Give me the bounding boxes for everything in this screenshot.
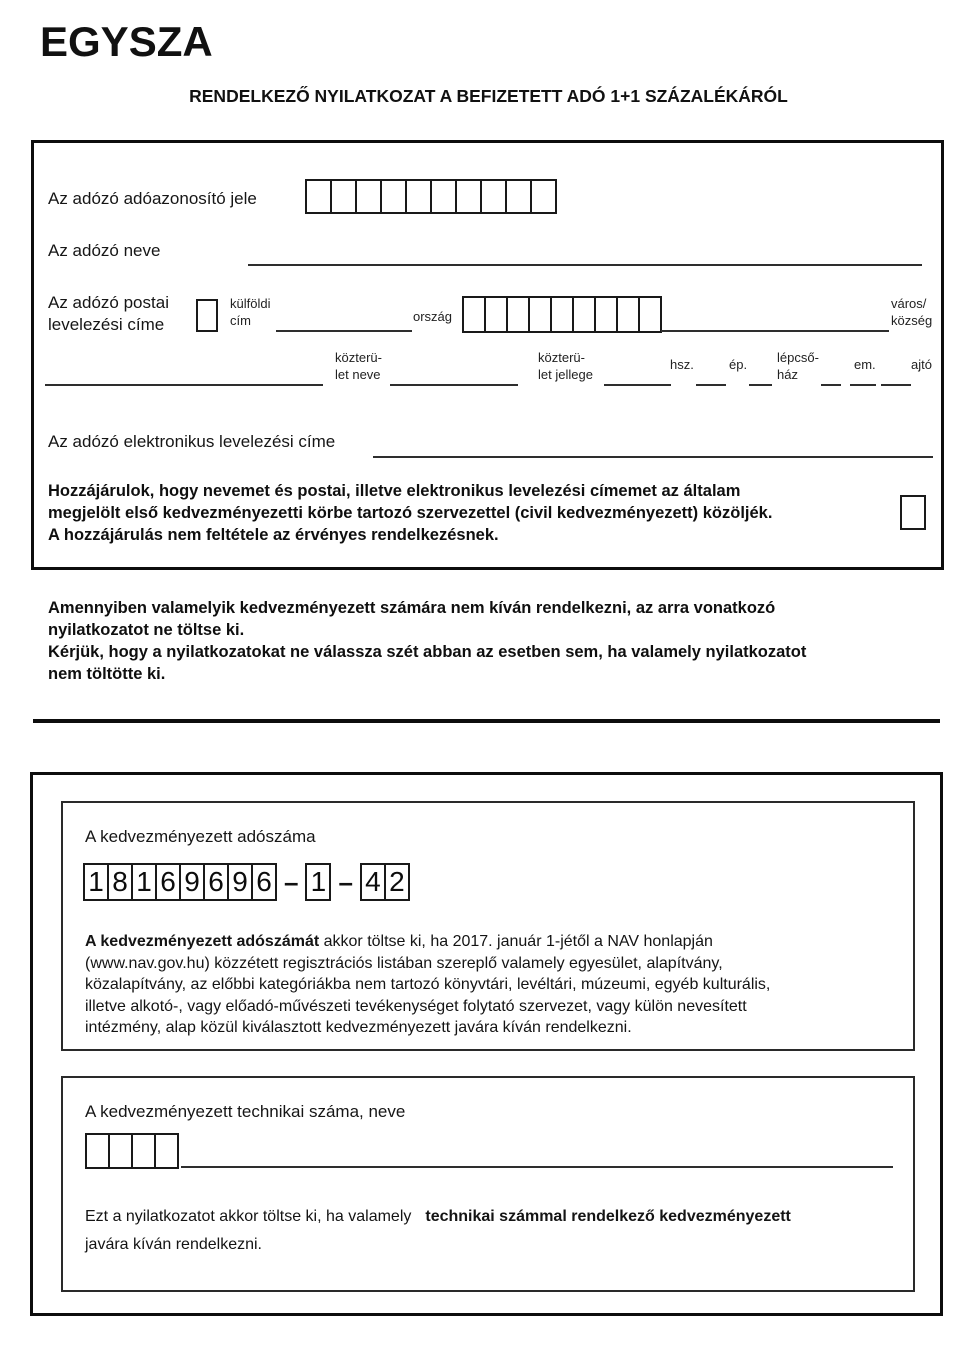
country-label: ország [413,309,453,324]
char-cell[interactable] [131,1133,156,1169]
beneficiary-tax-number-label: A kedvezményezett adószáma [85,827,316,846]
beneficiary-tax-number-box [61,801,915,1051]
notice-text [48,597,806,685]
char-cell[interactable]: 6 [203,863,229,901]
char-cell[interactable] [380,179,407,214]
char-cell[interactable] [480,179,507,214]
address-extra-field-line[interactable] [45,384,323,386]
tax-number-description-line2: (www.nav.gov.hu) közzétett regisztrációs listában szereplő valamely egyesület, alapítvány, [85,954,723,972]
foreign-address-line[interactable] [276,330,412,332]
email-label: Az adózó elektronikus levelezési címe [48,432,336,451]
technical-description-line1 [85,1203,791,1231]
tax-number-description-line5: intézmény, alap közül kiválasztott kedvezményezett javára kíván rendelkezni. [85,1019,632,1036]
consent-text-line3: A hozzájárulás nem feltétele az érvényes rendelkezésnek. [48,526,499,544]
tax-number-description-line3: közalapítvány, az előbbi kategóriákba nem tartozó könyvtári, levéltári, múzeumi, egyéb kulturális, [85,976,771,993]
char-cell[interactable] [154,1133,179,1169]
char-cell[interactable] [462,296,486,333]
char-cell[interactable]: 6 [155,863,181,901]
name-label: Az adózó neve [48,241,161,260]
street-name-line[interactable] [390,384,518,386]
postal-address-label-line1: Az adózó postai [48,293,169,312]
technical-number-box [61,1076,915,1292]
name-field-line[interactable] [248,264,922,266]
beneficiary-tax-number-row [83,863,410,901]
foreign-address-checkbox[interactable] [196,299,218,332]
technical-number-label: A kedvezményezett technikai száma, neve [85,1102,406,1121]
char-cell[interactable]: 1 [305,863,331,901]
page-title: EGYSZA [40,18,213,65]
char-cell[interactable] [530,179,557,214]
char-cell[interactable] [405,179,432,214]
char-cell[interactable]: 2 [384,863,410,901]
tax-number-description-line1-rest: akkor töltse ki, ha 2017. január 1-jétől a NAV honlapján [319,933,713,950]
tax-id-label: Az adózó adóazonosító jele [48,189,257,208]
char-cell[interactable] [355,179,382,214]
taxpayer-section-box [31,140,944,570]
char-cell[interactable] [528,296,552,333]
door-line[interactable] [881,384,911,386]
building-label: ép. [729,357,748,372]
floor-line[interactable] [850,384,876,386]
city-label-line1: város/ [891,296,927,311]
tax-number-description [85,931,770,1039]
street-name-label-line1: közterü- [335,350,382,365]
char-cell[interactable]: 9 [179,863,205,901]
technical-description-normal: Ezt a nyilatkozatot akkor töltse ki, ha valamely [85,1208,412,1225]
char-cell[interactable] [506,296,530,333]
char-cell[interactable] [638,296,662,333]
technical-description [85,1203,791,1259]
char-cell[interactable] [550,296,574,333]
char-cell[interactable] [572,296,596,333]
email-field-line[interactable] [373,456,933,458]
street-name-label-line2: let neve [335,367,381,382]
char-cell[interactable]: 4 [360,863,386,901]
form-subtitle: RENDELKEZŐ NYILATKOZAT A BEFIZETETT ADÓ 1+1 SZÁZALÉKÁRÓL [189,86,788,106]
tax-number-description-line4: illetve alkotó-, vagy előadó-művészeti tevékenységet folytató szervezet, vagy külön nevesített [85,997,747,1015]
char-cell[interactable]: 8 [107,863,133,901]
city-field-line[interactable] [661,330,889,332]
city-label-line2: község [891,313,933,328]
section-divider [33,719,940,723]
char-cell[interactable] [594,296,618,333]
postal-address-label-line2: levelezési címe [48,315,165,334]
char-cell[interactable] [484,296,508,333]
street-type-line[interactable] [604,384,671,386]
building-line[interactable] [749,384,772,386]
notice-line4: nem töltötte ki. [48,665,166,683]
char-cell[interactable] [430,179,457,214]
consent-checkbox[interactable] [900,495,926,530]
notice-line2: nyilatkozatot ne töltse ki. [48,621,245,639]
house-number-line[interactable] [696,384,726,386]
staircase-label-line1: lépcső- [777,350,819,365]
notice-line1: Amennyiben valamelyik kedvezményezett számára nem kíván rendelkezni, az arra vonatkozó [48,599,776,617]
char-cell[interactable] [616,296,640,333]
char-cell[interactable] [330,179,357,214]
char-cell[interactable] [108,1133,133,1169]
foreign-address-label-line2: cím [230,313,251,328]
tax-id-grid[interactable] [305,179,557,214]
technical-name-line[interactable] [181,1166,893,1168]
tax-number-dash-2: – [338,866,353,897]
char-cell[interactable] [505,179,532,214]
char-cell[interactable] [305,179,332,214]
street-type-label-line1: közterü- [538,350,585,365]
tax-number-main-grid[interactable] [83,863,277,901]
char-cell[interactable]: 1 [131,863,157,901]
house-number-label: hsz. [670,357,694,372]
consent-text [48,480,772,546]
tax-number-description-line1 [85,931,770,953]
consent-text-line1: Hozzájárulok, hogy nevemet és postai, illetve elektronikus levelezési címemet az általam [48,482,741,500]
beneficiary-section-box [30,772,943,1316]
tax-number-dash-1: – [284,866,299,897]
country-grid[interactable] [462,296,662,333]
char-cell[interactable]: 1 [83,863,109,901]
staircase-label-line2: ház [777,367,798,382]
technical-description-bold: technikai számmal rendelkező kedvezményezett [425,1208,791,1225]
technical-number-grid[interactable] [85,1133,179,1169]
tax-number-suffix-grid[interactable] [360,863,410,901]
technical-description-line2: javára kíván rendelkezni. [85,1236,262,1253]
char-cell[interactable] [455,179,482,214]
street-type-label-line2: let jellege [538,367,593,382]
char-cell[interactable] [85,1133,110,1169]
foreign-address-label-line1: külföldi [230,296,271,311]
staircase-line[interactable] [821,384,841,386]
door-label: ajtó [911,357,932,372]
floor-label: em. [854,357,876,372]
char-cell[interactable]: 9 [227,863,253,901]
tax-number-description-bold: A kedvezményezett adószámát [85,933,320,950]
tax-number-check-grid[interactable] [305,863,331,901]
notice-line3: Kérjük, hogy a nyilatkozatokat ne válassza szét abban az esetben sem, ha valamely nyilatkozatot [48,643,807,661]
consent-text-line2: megjelölt első kedvezményezetti körbe tartozó szervezettel (civil kedvezményezett) közöljék. [48,504,773,522]
char-cell[interactable]: 6 [251,863,277,901]
